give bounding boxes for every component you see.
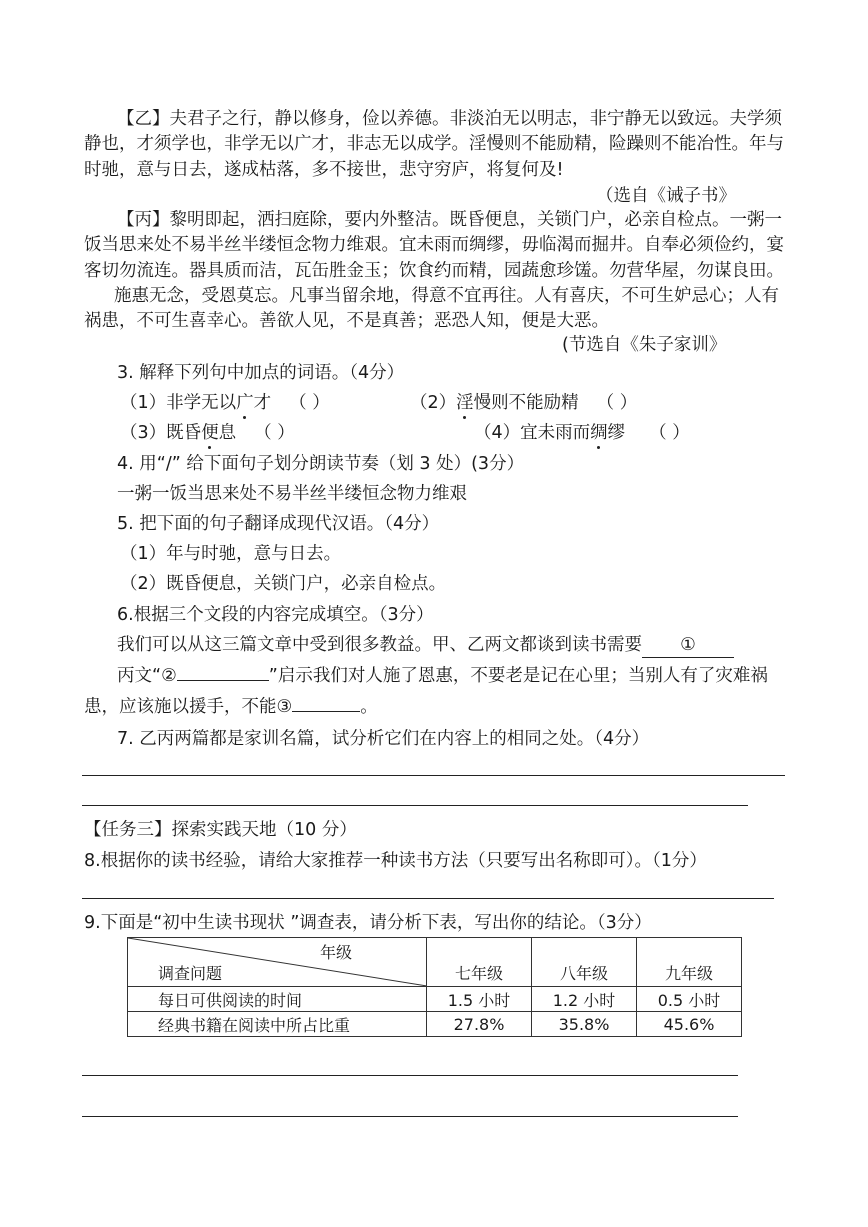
survey-cell: 1.5 小时 [427,987,532,1012]
survey-cell: 45.6% [637,1012,742,1037]
survey-col-header: 九年级 [637,938,742,987]
passage-bing-line-1: 【丙】黎明即起，洒扫庭除，要内外整洁。既昏便息，关锁门户，必亲自检点。一粥一 [117,210,782,230]
survey-cell: 27.8% [427,1012,532,1037]
q5-item-1: （1）年与时驰，意与日去。 [120,544,342,564]
q3-stem: 3. 解释下列句中加点的词语。（4分） [117,363,405,383]
q6-blank-2[interactable] [177,680,269,681]
q5-item-2: （2）既昏便息，关锁门户，必亲自检点。 [120,574,447,594]
survey-cell: 0.5 小时 [637,987,742,1012]
table-row [128,987,742,1012]
passage-bing-line-5: 祸患，不可生喜幸心。善欲人见，不是真善；恶恐人知，便是大恶。 [84,311,609,331]
survey-cell: 1.2 小时 [532,987,637,1012]
q5-stem: 5. 把下面的句子翻译成现代汉语。（4分） [117,514,440,534]
q8-answer-line[interactable] [82,898,774,899]
q3-answer-paren-4[interactable]: （ ） [649,423,690,443]
survey-header-row [128,938,742,987]
task3-heading: 【任务三】探索实践天地（10 分） [84,820,357,840]
q6-line-2: 丙文“② ”启示我们对人施了恩惠，不要老是记在心里；当别人有了灾难祸 [117,666,768,686]
passage-yi-line-2: 静也，才须学也，非学无以广才，非志无以成学。淫慢则不能励精，险躁则不能冶性。年与 [84,134,784,154]
survey-table [127,937,742,1037]
survey-corner-grade: 年级 [319,943,352,962]
q6-line-3: 患，应该施以援手，不能③ 。 [84,697,378,717]
q3-item-3: （3）既昏便息 （ ） [120,423,295,443]
passage-bing-line-3: 客切勿流连。器具质而洁，瓦缶胜金玉；饮食约而精，园蔬愈珍馐。勿营华屋，勿谋良田。 [84,261,784,281]
passage-yi-line-1: 【乙】夫君子之行，静以修身，俭以养德。非淡泊无以明志，非宁静无以致远。夫学须 [117,109,782,129]
q6-blank-3[interactable] [292,711,360,712]
passage-yi-source: （选自《诫子书》 [596,186,736,206]
q3-item-2: （2）淫慢则不能励精 （ ） [410,393,638,413]
q8-stem: 8.根据你的读书经验，请给大家推荐一种读书方法（只要写出名称即可）。（1分） [84,851,707,871]
passage-bing-line-4: 施惠无念，受恩莫忘。凡事当留余地，得意不宜再往。人有喜庆，不可生妒忌心；人有 [114,286,779,306]
q4-stem: 4. 用“/” 给下面句子划分朗读节奏（划 3 处）(3分） [117,454,525,474]
q3-answer-paren-3[interactable]: （ ） [254,423,295,443]
q3-item-4: （4）宜未雨而绸缪 （ ） [474,423,690,443]
survey-col-header: 七年级 [427,938,532,987]
table-row [128,1012,742,1037]
q3-answer-paren-2[interactable]: （ ） [596,393,638,413]
survey-corner-question: 调查问题 [158,964,223,983]
survey-corner-cell [128,938,427,987]
q3-answer-paren-1[interactable]: （ ） [289,393,330,413]
q7-answer-line-1[interactable] [82,775,785,776]
q3-item-1: （1）非学无以广才 （ ） [120,393,330,413]
survey-cell: 35.8% [532,1012,637,1037]
q9-stem: 9.下面是“初中生读书现状 ”调查表，请分析下表，写出你的结论。（3分） [84,913,652,933]
survey-row-label: 经典书籍在阅读中所占比重 [128,1012,427,1037]
survey-row-label: 每日可供阅读的时间 [128,987,427,1012]
passage-bing-line-2: 饭当思来处不易半丝半缕恒念物力维艰。宜未雨而绸缪，毋临渴而掘井。自奉必须俭约，宴 [84,235,784,255]
q9-answer-line-1[interactable] [82,1075,738,1076]
q7-stem: 7. 乙丙两篇都是家训名篇，试分析它们在内容上的相同之处。（4分） [117,729,650,749]
q6-stem: 6.根据三个文段的内容完成填空。（3分） [117,605,434,625]
q4-sentence[interactable]: 一粥一饭当思来处不易半丝半缕恒念物力维艰 [117,484,467,504]
q6-blank-1[interactable]: ① [642,633,734,658]
passage-yi-line-3: 时驰，意与日去，遂成枯落，多不接世，悲守穷庐，将复何及! [84,160,564,180]
q9-answer-line-2[interactable] [82,1116,738,1117]
passage-bing-source: (节选自《朱子家训》 [562,335,727,355]
survey-col-header: 八年级 [532,938,637,987]
q6-line-1: 我们可以从这三篇文章中受到很多教益。甲、乙两文都谈到读书需要 ① [117,633,734,658]
q7-answer-line-2[interactable] [82,805,748,806]
